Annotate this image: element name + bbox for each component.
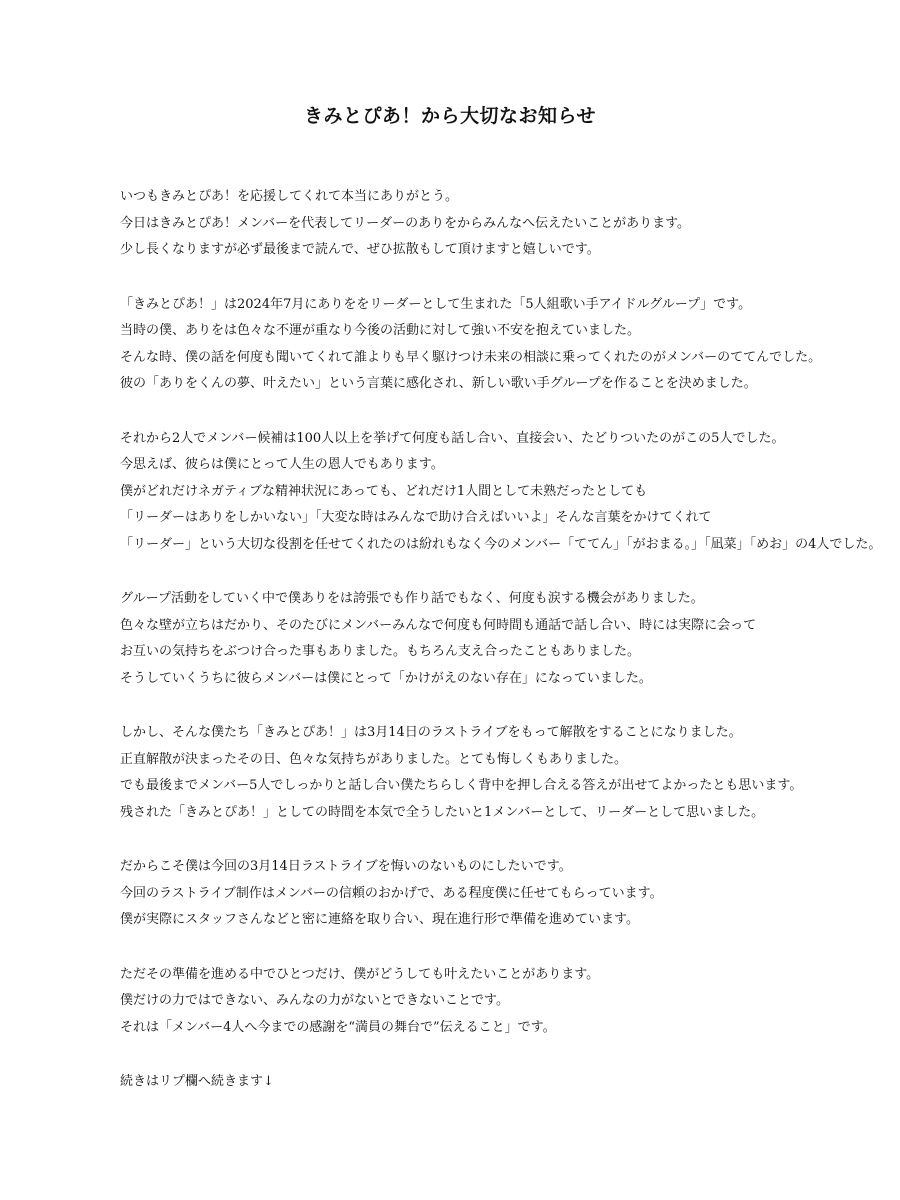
text-line: それは「メンバー4人へ今までの感謝を“満員の舞台で”伝えること」です。 <box>120 1019 556 1035</box>
text-line: 色々な壁が立ちはだかり、そのたびにメンバーみんなで何度も何時間も通話で話し合い、時には実際に会って <box>120 617 757 633</box>
text-line: 彼の「ありをくんの夢、叶えたい」という言葉に感化され、新しい歌い手グループを作ることを決めました。 <box>120 376 757 391</box>
text-line: それから2人でメンバー候補は100人以上を挙げて何度も話し合い、直接会い、たどりついたのがこの5人でした。 <box>120 430 785 446</box>
text-line: 少し長くなりますが必ず最後まで読んで、ぜひ拡散もして頂けますと嬉しいです。 <box>120 242 600 257</box>
paragraph-members <box>120 426 882 559</box>
announcement-title: きみとぴあ！から大切なお知らせ <box>304 105 596 127</box>
continued-note: 続きはリプ欄へ続きます↓ <box>120 1074 274 1089</box>
text-line: いつもきみとぴあ！を応援してくれて本当にありがとう。 <box>120 189 459 204</box>
text-line: 「リーダーはありをしかいない」「大変な時はみんなで助け合えばいいよ」そんな言葉をかけてくれて <box>120 510 712 525</box>
text-line: 「きみとぴあ！」は2024年7月にありををリーダーとして生まれた「5人組歌い手アイドルグループ」です。 <box>120 296 752 312</box>
paragraph-greeting <box>120 184 800 264</box>
announcement-body <box>120 184 882 1124</box>
text-line: そうしていくうちに彼らメンバーは僕にとって「かけがえのない存在」になっていました。 <box>120 670 652 686</box>
text-line: 「リーダー」という大切な役割を任せてくれたのは紛れもなく今のメンバー「ててん」「がおまる。」「凪菜」「めお」の4人でした。 <box>120 536 882 552</box>
text-line: だからこそ僕は今回の3月14日ラストライブを悔いのないものにしたいです。 <box>120 859 572 874</box>
text-line: しかし、そんな僕たち「きみとぴあ！」は3月14日のラストライブをもって解散をすることになりました。 <box>120 725 742 740</box>
text-line: グループ活動をしていく中で僕ありをは誇張でも作り話でもなく、何度も涙する機会がありました。 <box>120 591 704 606</box>
text-line: 正直解散が決まったその日、色々な気持ちがありました。とても悔しくもありました。 <box>120 751 628 767</box>
text-line: ただその準備を進める中でひとつだけ、僕がどうしても叶えたいことがあります。 <box>120 966 600 982</box>
text-line: お互いの気持ちをぶつけ合った事もありました。もちろん支え合ったこともありました。 <box>120 644 641 659</box>
paragraph-group-origin <box>120 292 822 398</box>
text-line: そんな時、僕の話を何度も聞いてくれて誰よりも早く駆けつけ未来の相談に乗ってくれたのがメンバーのててんでした。 <box>120 349 822 365</box>
text-line: 今思えば、彼らは僕にとって人生の恩人でもあります。 <box>120 457 444 472</box>
text-line: 僕がどれだけネガティブな精神状況にあっても、どれだけ1人間として未熟だったとしても <box>120 483 648 499</box>
paragraph-disbandment <box>120 720 803 826</box>
text-line: でも最後までメンバー5人でしっかりと話し合い僕たちらしく背中を押し合える答えが出せてよかったとも思います。 <box>120 778 803 793</box>
paragraph-wish <box>120 962 800 1042</box>
text-line: 今日はきみとぴあ！メンバーを代表してリーダーのありをからみんなへ伝えたいことがあります。 <box>120 215 691 231</box>
text-line: 残された「きみとぴあ！」としての時間を本気で全うしたいと1メンバーとして、リーダーとして思いました。 <box>120 804 765 820</box>
paragraph-last-live <box>120 854 800 934</box>
text-line: 僕が実際にスタッフさんなどと密に連絡を取り合い、現在進行形で準備を進めています。 <box>120 912 639 927</box>
paragraph-continued <box>120 1069 800 1096</box>
text-line: 当時の僕、ありをは色々な不運が重なり今後の活動に対して強い不安を抱えていました。 <box>120 323 641 338</box>
paragraph-activities <box>120 586 800 692</box>
text-line: 今回のラストライブ制作はメンバーの信頼のおかげで、ある程度僕に任せてもらっています。 <box>120 885 663 901</box>
text-line: 僕だけの力ではできない、みんなの力がないとできないことです。 <box>120 993 509 1008</box>
